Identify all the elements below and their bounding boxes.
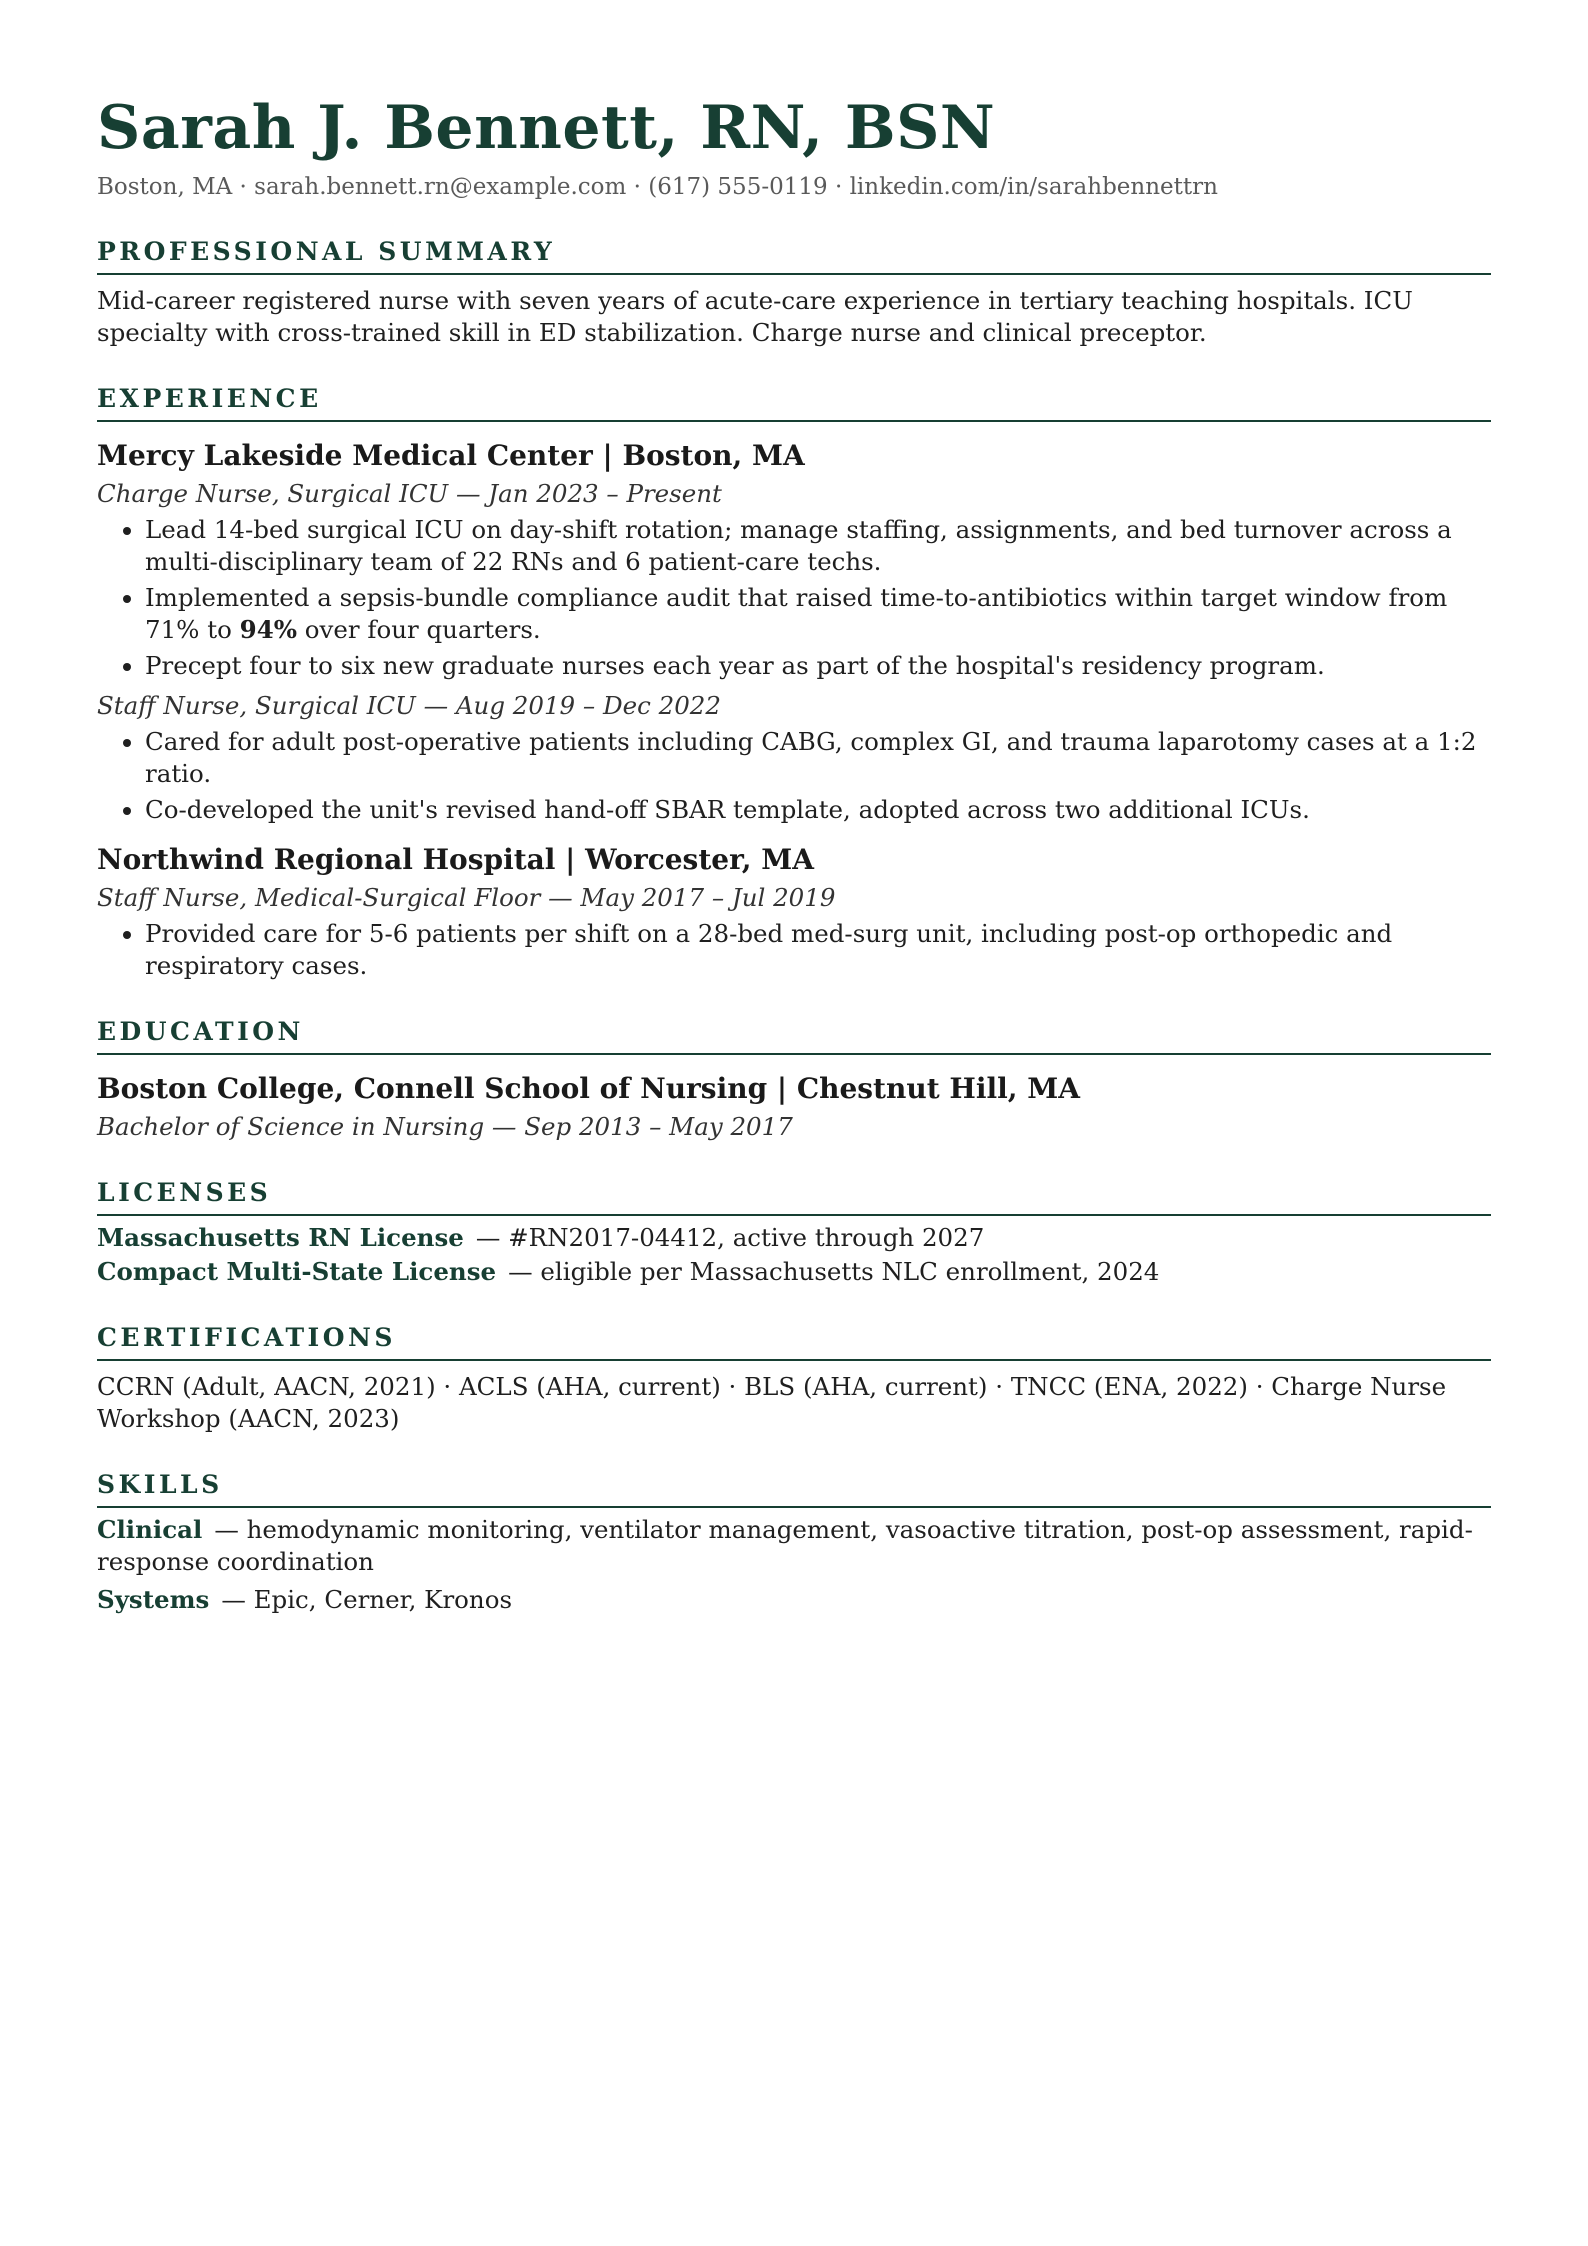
licenses-section: [97, 1177, 1491, 1288]
bullet-item: [145, 582, 1491, 646]
skill-category: Systems: [97, 1585, 210, 1614]
role-charge-nurse: Charge Nurse, Surgical ICU — Jan 2023 – Present: [97, 479, 722, 508]
skill-category: Clinical: [97, 1515, 203, 1544]
bullet-item: • Co-developed the unit's revised hand-off SBAR template, adopted across two additional ICUs.: [145, 794, 1491, 826]
role-charge-nurse-bullets: [97, 514, 1491, 682]
bullet-item: • Precept four to six new graduate nurses each year as part of the hospital's residency program.: [145, 650, 1491, 682]
license-item: [97, 1256, 1491, 1288]
bullet-highlight: 94%: [239, 615, 298, 644]
licenses-heading: LICENSES: [97, 1177, 1491, 1216]
bullet-text: over four quarters.: [297, 615, 541, 644]
bullet-text: Implemented a sepsis-bundle compliance audit that raised time-to-antibiotics within target window from 71% to: [145, 583, 1448, 644]
candidate-name: Sarah J. Bennett, RN, BSN: [97, 93, 996, 163]
role-staff-nurse-sicu-bullets: [97, 726, 1491, 826]
summary-text: Mid-career registered nurse with seven years of acute-care experience in tertiary teaching hospitals. ICU specialty with cross-trained skill in ED stabilization. Charge nurse and clinical preceptor.: [97, 286, 1413, 347]
certifications-heading: CERTIFICATIONS: [97, 1322, 1491, 1361]
school-name: Boston College, Connell School of Nursing | Chestnut Hill, MA: [97, 1072, 1080, 1105]
skill-item: [97, 1584, 1491, 1616]
education-section: [97, 1016, 1491, 1143]
bullet-item: • Cared for adult post-operative patients including CABG, complex GI, and trauma laparotomy cases at a 1:2 ratio.: [145, 726, 1491, 790]
skill-item: [97, 1514, 1491, 1578]
role-staff-nurse-medsurg: Staff Nurse, Medical-Surgical Floor — May 2017 – Jul 2019: [97, 883, 836, 912]
certifications-text: CCRN (Adult, AACN, 2021) · ACLS (AHA, current) · BLS (AHA, current) · TNCC (ENA, 2022) · Charge Nurse Workshop (AACN, 2023): [97, 1372, 1447, 1433]
skills-heading: SKILLS: [97, 1469, 1491, 1508]
education-heading: EDUCATION: [97, 1016, 1491, 1055]
certifications-section: [97, 1322, 1491, 1435]
summary-heading: PROFESSIONAL SUMMARY: [97, 236, 1491, 275]
experience-heading: EXPERIENCE: [97, 383, 1491, 422]
license-name: Compact Multi-State License: [97, 1257, 497, 1286]
role-staff-nurse-sicu: Staff Nurse, Surgical ICU — Aug 2019 – Dec 2022: [97, 691, 721, 720]
employer-northwind: Northwind Regional Hospital | Worcester, MA: [97, 843, 814, 876]
skill-detail: — hemodynamic monitoring, ventilator management, vasoactive titration, post-op assessment, rapid-response coordination: [97, 1515, 1473, 1576]
employer-mercy: Mercy Lakeside Medical Center | Boston, MA: [97, 439, 805, 472]
license-detail: — #RN2017-04412, active through 2027: [475, 1223, 985, 1252]
experience-section: [97, 383, 1491, 982]
summary-section: [97, 236, 1491, 349]
license-detail: — eligible per Massachusetts NLC enrollment, 2024: [508, 1257, 1160, 1286]
role-staff-nurse-medsurg-bullets: [97, 918, 1491, 982]
skill-detail: — Epic, Cerner, Kronos: [221, 1585, 513, 1614]
bullet-item: • Provided care for 5-6 patients per shift on a 28-bed med-surg unit, including post-op orthopedic and respiratory cases.: [145, 918, 1491, 982]
license-name: Massachusetts RN License: [97, 1223, 464, 1252]
license-item: [97, 1222, 1491, 1254]
bullet-item: • Lead 14-bed surgical ICU on day-shift rotation; manage staffing, assignments, and bed turnover across a multi-disciplinary team of 22 RNs and 6 patient-care techs.: [145, 514, 1491, 578]
degree-line: Bachelor of Science in Nursing — Sep 2013 – May 2017: [97, 1112, 793, 1141]
skills-section: [97, 1469, 1491, 1616]
contact-line: Boston, MA · sarah.bennett.rn@example.com · (617) 555-0119 · linkedin.com/in/sarahbennettrn: [97, 174, 1218, 200]
